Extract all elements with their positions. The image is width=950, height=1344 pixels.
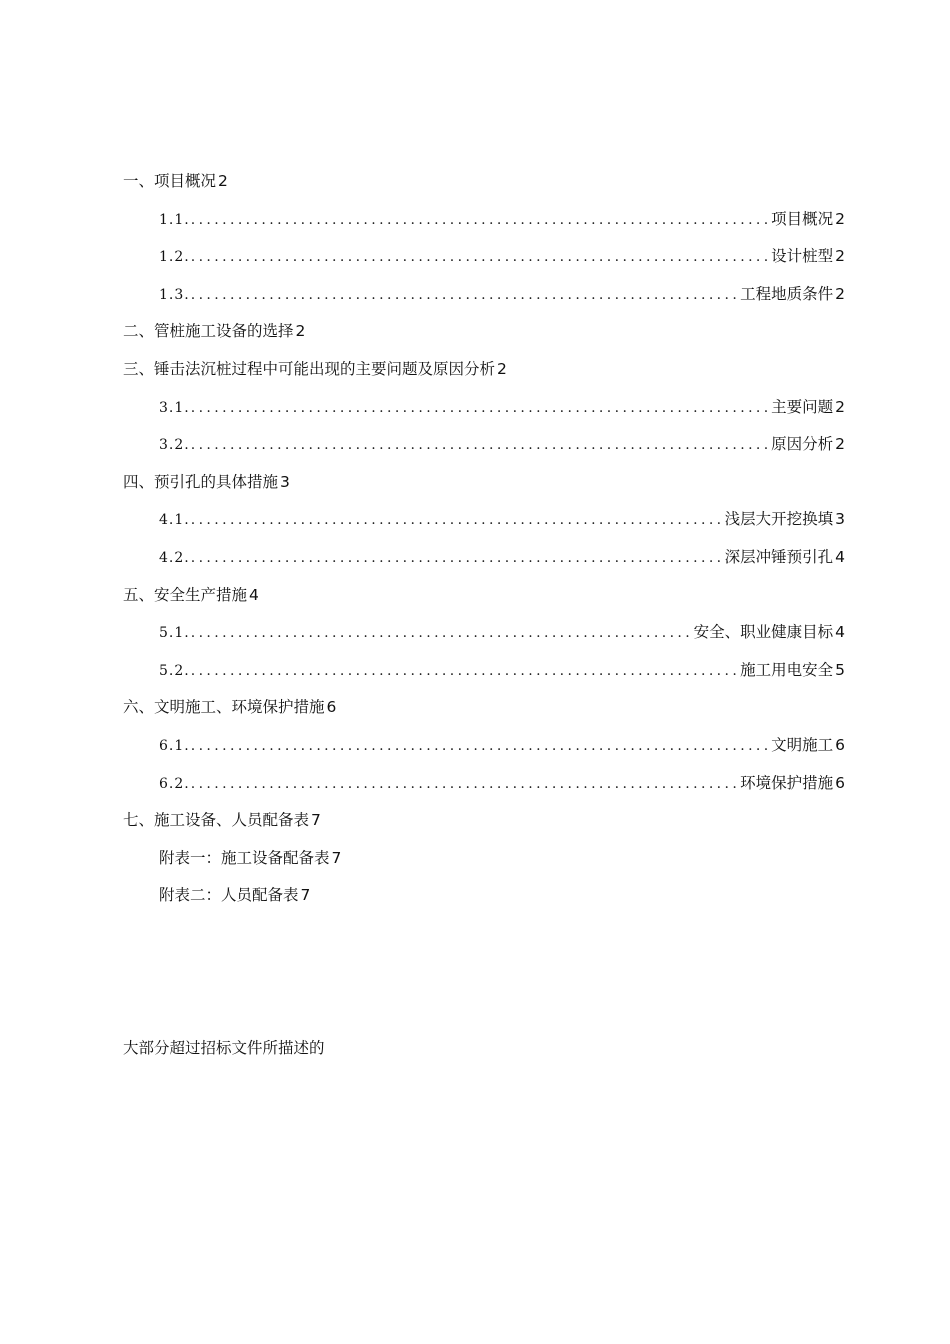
dot-leader	[191, 390, 770, 428]
dot-leader	[191, 728, 770, 766]
toc-subsection-4-1[interactable]	[123, 501, 845, 539]
dot-leader	[191, 615, 693, 653]
toc-title: 安全、职业健康目标	[693, 623, 834, 642]
dot-leader	[191, 239, 770, 277]
toc-subsection-6-1[interactable]	[123, 727, 845, 765]
toc-page-number: 7	[300, 886, 311, 905]
toc-title: 施工用电安全	[740, 660, 834, 679]
toc-page-number: 2	[218, 172, 228, 190]
toc-title: 七、施工设备、人员配备表	[123, 811, 310, 830]
toc-title: 附表二：人员配备表	[159, 886, 299, 905]
toc-number: 1.2.	[159, 249, 190, 266]
toc-page-number: 7	[331, 848, 342, 867]
toc-section-5[interactable]	[123, 577, 845, 615]
toc-number: 5.1.	[159, 625, 190, 642]
toc-page-number: 4	[835, 547, 845, 566]
toc-number: 1.1.	[159, 211, 190, 228]
toc-title: 六、文明施工、环境保护措施	[123, 698, 325, 717]
toc-subsection-1-3[interactable]	[123, 276, 845, 314]
toc-number: 1.3.	[159, 286, 190, 303]
toc-title: 一、项目概况	[123, 172, 217, 190]
toc-page-number: 6	[835, 735, 845, 754]
toc-subsection-5-2[interactable]	[123, 652, 845, 690]
toc-subsection-5-1[interactable]	[123, 614, 845, 652]
dot-leader	[191, 540, 724, 578]
dot-leader	[191, 427, 770, 465]
toc-page-number: 2	[835, 209, 845, 228]
toc-page-number: 5	[835, 660, 845, 679]
toc-page-number: 2	[497, 359, 507, 378]
toc-number: 6.1.	[159, 737, 190, 754]
toc-number: 3.2.	[159, 437, 190, 454]
body-paragraph: 大部分超过招标文件所描述的	[123, 1039, 325, 1057]
toc-title: 四、预引孔的具体措施	[123, 472, 279, 491]
toc-title: 深层冲锤预引孔	[724, 547, 834, 566]
toc-title: 五、安全生产措施	[123, 585, 248, 604]
toc-section-3[interactable]	[123, 351, 845, 389]
toc-title: 附表一：施工设备配备表	[159, 848, 330, 867]
toc-page-number: 3	[835, 510, 845, 529]
toc-page-number: 7	[311, 811, 321, 830]
toc-title: 工程地质条件	[740, 284, 834, 303]
toc-number: 3.1.	[159, 399, 190, 416]
toc-section-1[interactable]	[123, 163, 845, 201]
toc-subsection-4-2[interactable]	[123, 539, 845, 577]
toc-page-number: 2	[295, 322, 306, 341]
toc-number: 5.2.	[159, 662, 190, 679]
toc-number: 6.2.	[159, 775, 190, 792]
toc-appendix-2[interactable]	[123, 877, 845, 915]
dot-leader	[191, 502, 724, 540]
toc-subsection-6-2[interactable]	[123, 765, 845, 803]
toc-page-number: 4	[835, 623, 845, 642]
toc-title: 设计桩型	[771, 247, 834, 266]
toc-subsection-3-2[interactable]	[123, 426, 845, 464]
toc-page-number: 2	[835, 435, 845, 454]
toc-title: 浅层大开挖换填	[724, 510, 834, 529]
dot-leader	[191, 653, 739, 691]
table-of-contents	[123, 163, 845, 915]
toc-section-6[interactable]	[123, 689, 845, 727]
toc-number: 4.1.	[159, 512, 190, 529]
toc-section-4[interactable]	[123, 464, 845, 502]
dot-leader	[191, 202, 770, 240]
toc-title: 原因分析	[771, 435, 834, 454]
toc-section-7[interactable]	[123, 802, 845, 840]
toc-subsection-1-1[interactable]	[123, 201, 845, 239]
toc-title: 项目概况	[771, 209, 834, 228]
toc-section-2[interactable]	[123, 313, 845, 351]
toc-title: 二、管桩施工设备的选择	[123, 322, 294, 341]
toc-page-number: 6	[326, 698, 337, 717]
toc-title: 主要问题	[771, 397, 834, 416]
toc-page-number: 2	[835, 284, 845, 303]
toc-page-number: 3	[280, 472, 290, 491]
toc-subsection-1-2[interactable]	[123, 238, 845, 276]
toc-subsection-3-1[interactable]	[123, 389, 845, 427]
toc-appendix-1[interactable]	[123, 840, 845, 878]
toc-number: 4.2.	[159, 549, 190, 566]
dot-leader	[191, 766, 739, 804]
toc-title: 环境保护措施	[740, 773, 834, 792]
toc-page-number: 2	[835, 397, 845, 416]
dot-leader	[191, 277, 739, 315]
toc-page-number: 4	[249, 585, 259, 604]
toc-title: 三、锤击法沉桩过程中可能出现的主要问题及原因分析	[123, 359, 496, 378]
toc-page-number: 6	[835, 773, 845, 792]
toc-title: 文明施工	[771, 735, 834, 754]
toc-page-number: 2	[835, 247, 845, 266]
